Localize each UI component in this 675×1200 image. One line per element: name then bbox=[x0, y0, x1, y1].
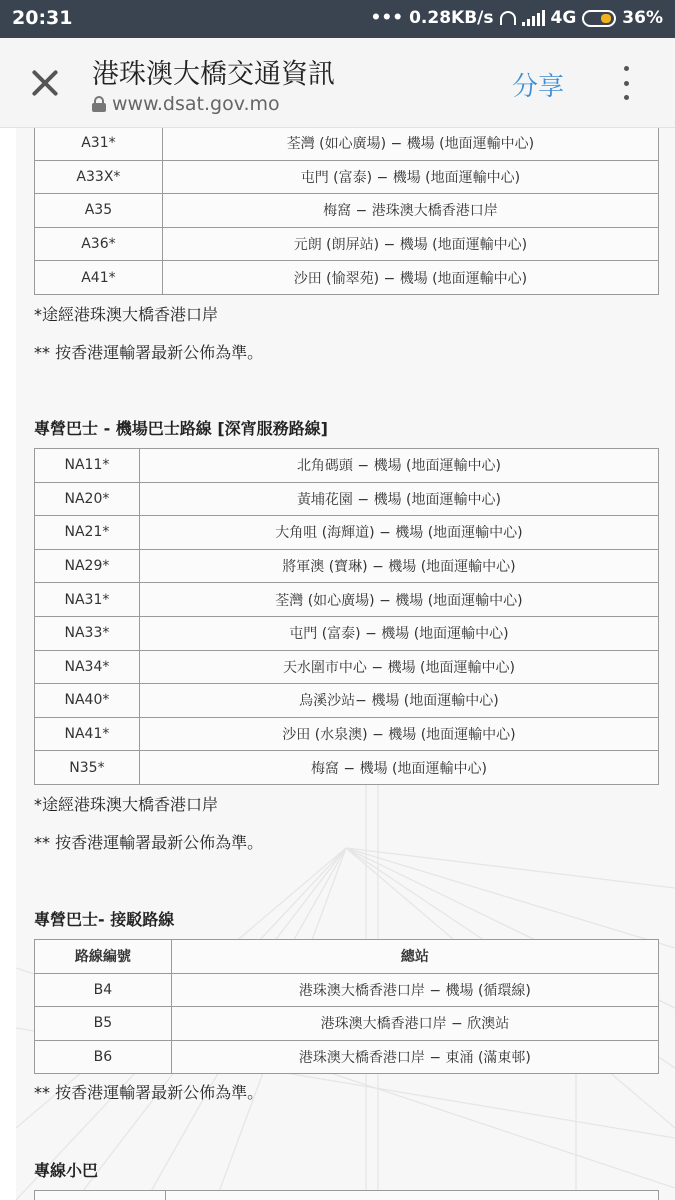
table-row bbox=[35, 717, 659, 751]
table-row bbox=[35, 616, 659, 650]
table-row bbox=[35, 1040, 659, 1074]
route-number: A35 bbox=[35, 194, 163, 228]
route-number: N35* bbox=[35, 751, 140, 785]
route-terminus: 荃灣 (如心廣場) − 機場 (地面運輸中心) bbox=[162, 128, 658, 160]
network-type: 4G bbox=[550, 8, 577, 28]
airport-route-table bbox=[34, 128, 659, 295]
footnote-via-bridge: *途經港珠澳大橋香港口岸 bbox=[34, 305, 219, 324]
overflow-menu-icon[interactable] bbox=[616, 66, 636, 100]
table-row bbox=[35, 194, 659, 228]
table-row bbox=[35, 583, 659, 617]
route-number: A41* bbox=[35, 261, 163, 295]
url-text: www.dsat.gov.mo bbox=[112, 93, 280, 115]
shuttle-route-table bbox=[34, 939, 659, 1074]
section-heading-shuttle-routes: 專營巴士- 接駁路線 bbox=[34, 910, 175, 929]
footnote-hk-transport: ** 按香港運輸署最新公佈為準。 bbox=[34, 833, 264, 852]
route-terminus: 天水圍市中心 − 機場 (地面運輸中心) bbox=[139, 650, 658, 684]
url-bar bbox=[92, 93, 280, 115]
table-row bbox=[35, 973, 659, 1007]
route-number: NA11* bbox=[35, 449, 140, 483]
column-header-route: 路線編號 bbox=[35, 940, 172, 974]
table-row bbox=[35, 684, 659, 718]
route-number: A31* bbox=[35, 128, 163, 160]
table-row bbox=[35, 160, 659, 194]
route-number: B4 bbox=[35, 973, 172, 1007]
close-icon[interactable] bbox=[26, 64, 64, 102]
route-terminus: 北角碼頭 − 機場 (地面運輸中心) bbox=[139, 449, 658, 483]
page-content[interactable] bbox=[16, 128, 675, 1200]
signal-icon bbox=[522, 10, 545, 26]
page-title: 港珠澳大橋交通資訊 bbox=[92, 59, 335, 90]
route-terminus: 沙田 (愉翠苑) − 機場 (地面運輸中心) bbox=[162, 261, 658, 295]
share-button[interactable]: 分享 bbox=[512, 72, 565, 102]
route-terminus: 黃埔花園 − 機場 (地面運輸中心) bbox=[139, 482, 658, 516]
footnote-hk-transport: ** 按香港運輸署最新公佈為準。 bbox=[34, 1083, 264, 1102]
table-row bbox=[35, 449, 659, 483]
status-time: 20:31 bbox=[12, 7, 73, 29]
route-number: NA40* bbox=[35, 684, 140, 718]
headset-icon bbox=[500, 11, 516, 25]
route-terminus: 梅窩 − 機場 (地面運輸中心) bbox=[139, 751, 658, 785]
route-number: A36* bbox=[35, 227, 163, 261]
route-terminus: 將軍澳 (寶琳) − 機場 (地面運輸中心) bbox=[139, 549, 658, 583]
route-number: NA21* bbox=[35, 516, 140, 550]
route-terminus: 屯門 (富泰) − 機場 (地面運輸中心) bbox=[162, 160, 658, 194]
column-header-terminus: 總站 bbox=[171, 940, 658, 974]
table-row bbox=[35, 751, 659, 785]
route-terminus: 屯門 (富泰) − 機場 (地面運輸中心) bbox=[139, 616, 658, 650]
route-terminus: 沙田 (水泉澳) − 機場 (地面運輸中心) bbox=[139, 717, 658, 751]
route-number: NA29* bbox=[35, 549, 140, 583]
table-row bbox=[35, 650, 659, 684]
table-row bbox=[35, 128, 659, 160]
table-row bbox=[35, 261, 659, 295]
section-heading-minibus: 專線小巴 bbox=[34, 1161, 99, 1180]
footnote-hk-transport: ** 按香港運輸署最新公佈為準。 bbox=[34, 343, 264, 362]
table-row bbox=[35, 549, 659, 583]
more-dots-icon: ••• bbox=[370, 8, 404, 28]
route-terminus: 港珠澳大橋香港口岸 − 欣澳站 bbox=[171, 1007, 658, 1041]
lock-icon bbox=[92, 96, 106, 112]
route-terminus: 大角咀 (海輝道) − 機場 (地面運輸中心) bbox=[139, 516, 658, 550]
browser-toolbar bbox=[0, 38, 675, 128]
table-header-row bbox=[35, 940, 659, 974]
route-number: A33X* bbox=[35, 160, 163, 194]
route-number: NA20* bbox=[35, 482, 140, 516]
section-heading-night-routes: 專營巴士 - 機場巴士路線 [深宵服務路線] bbox=[34, 419, 328, 438]
route-terminus: 港珠澳大橋香港口岸 − 東涌 (滿東邨) bbox=[171, 1040, 658, 1074]
footnote-via-bridge: *途經港珠澳大橋香港口岸 bbox=[34, 795, 219, 814]
minibus-route-table bbox=[34, 1190, 659, 1200]
route-terminus: 荃灣 (如心廣場) − 機場 (地面運輸中心) bbox=[139, 583, 658, 617]
route-number: NA31* bbox=[35, 583, 140, 617]
night-route-table bbox=[34, 448, 659, 785]
route-number: NA41* bbox=[35, 717, 140, 751]
route-number: NA34* bbox=[35, 650, 140, 684]
battery-icon bbox=[582, 10, 616, 27]
route-number: B5 bbox=[35, 1007, 172, 1041]
table-row bbox=[35, 482, 659, 516]
network-speed: 0.28KB/s bbox=[409, 8, 494, 28]
table-row bbox=[35, 516, 659, 550]
status-indicators bbox=[370, 8, 663, 28]
route-terminus: 梅窩 − 港珠澳大橋香港口岸 bbox=[162, 194, 658, 228]
status-bar bbox=[0, 0, 675, 38]
route-terminus: 烏溪沙站− 機場 (地面運輸中心) bbox=[139, 684, 658, 718]
route-terminus: 港珠澳大橋香港口岸 − 機場 (循環線) bbox=[171, 973, 658, 1007]
table-row bbox=[35, 1007, 659, 1041]
table-row bbox=[35, 227, 659, 261]
battery-level: 36% bbox=[622, 8, 663, 28]
route-terminus: 元朗 (朗屏站) − 機場 (地面運輸中心) bbox=[162, 227, 658, 261]
route-number: B6 bbox=[35, 1040, 172, 1074]
route-number: NA33* bbox=[35, 616, 140, 650]
